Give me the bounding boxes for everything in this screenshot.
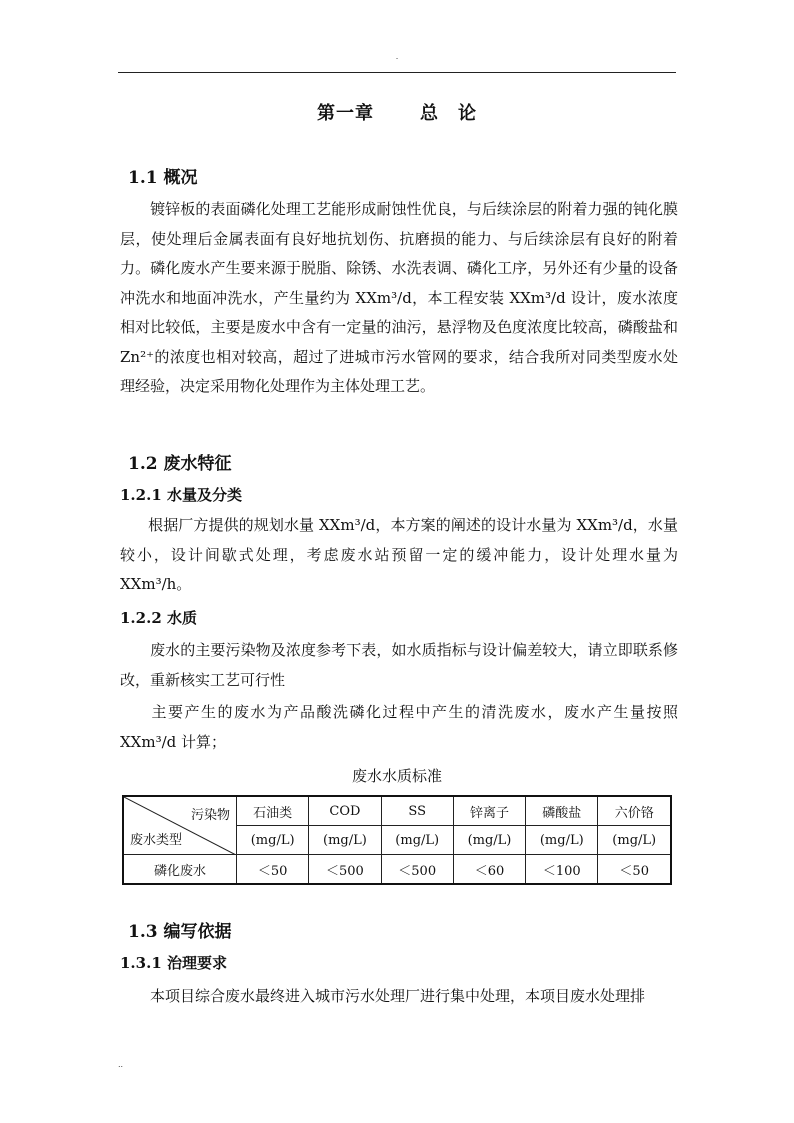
- section-1-2-1-title: 1.2.1 水量及分类: [120, 486, 242, 504]
- chapter-number: 第一章: [317, 103, 374, 124]
- chapter-title: [0, 99, 794, 125]
- section-1-3-1-title: 1.3.1 治理要求: [120, 954, 227, 972]
- paragraph-water-quality-text: 废水的主要污染物及浓度参考下表，如水质指标与设计偏差较大，请立即联系修改，重新核实工艺可行性: [120, 641, 678, 689]
- footer-mark: ..: [118, 1060, 124, 1069]
- table-value-cell: ＜500: [309, 855, 381, 885]
- header-rule: [118, 72, 676, 73]
- table-header-cell: COD: [309, 796, 381, 826]
- paragraph-wastewater-source-text: 主要产生的废水为产品酸洗磷化过程中产生的清洗废水，废水产生量按照 XXm³/d 计算；: [120, 703, 678, 751]
- table-header-cell: 锌离子: [453, 796, 525, 826]
- paragraph-treatment-requirements-text: 本项目综合废水最终进入城市污水处理厂进行集中处理，本项目废水处理排: [150, 987, 646, 1005]
- table-row-label: 磷化废水: [123, 855, 237, 885]
- paragraph-water-quality: [120, 636, 678, 695]
- chapter-name: 总 论: [420, 103, 477, 124]
- table-value-cell: ＜50: [237, 855, 309, 885]
- table-value-cell: ＜100: [526, 855, 598, 885]
- section-1-1-title: 1.1 概况: [128, 168, 198, 188]
- table-value-cell: ＜50: [598, 855, 671, 885]
- table-header-cell: 磷酸盐: [526, 796, 598, 826]
- corner-bottom-label: 废水类型: [130, 833, 183, 848]
- table-header-cell: SS: [381, 796, 453, 826]
- paragraph-water-volume: [120, 511, 678, 600]
- section-1-3-title: 1.3 编写依据: [128, 922, 232, 942]
- table-unit-cell: (mg/L): [526, 826, 598, 855]
- paragraph-treatment-requirements: [120, 982, 678, 1012]
- section-1-2-2-title: 1.2.2 水质: [120, 609, 197, 627]
- table-header-cell: 石油类: [237, 796, 309, 826]
- table-unit-cell: (mg/L): [237, 826, 309, 855]
- table-header-cell: 六价铬: [598, 796, 671, 826]
- header-mark: .: [395, 52, 399, 61]
- table-header-row: [123, 796, 671, 826]
- table-row: [123, 855, 671, 885]
- table-corner-cell: [123, 796, 237, 855]
- table-unit-cell: (mg/L): [598, 826, 671, 855]
- table-caption: 废水水质标准: [351, 767, 442, 785]
- corner-top-label: 污染物: [190, 808, 230, 823]
- table-unit-cell: (mg/L): [309, 826, 381, 855]
- table-unit-cell: (mg/L): [453, 826, 525, 855]
- section-1-2-title: 1.2 废水特征: [128, 454, 232, 474]
- table-value-cell: ＜500: [381, 855, 453, 885]
- paragraph-overview: [120, 195, 678, 402]
- table-value-cell: ＜60: [453, 855, 525, 885]
- paragraph-overview-text: 镀锌板的表面磷化处理工艺能形成耐蚀性优良，与后续涂层的附着力强的钝化膜层，使处理后金属表面有良好地抗划伤、抗磨损的能力、与后续涂层有良好的附着力。磷化废水产生要来源于脱脂、除锈、水洗表调、磷化工序，另外还有少量的设备冲洗水和地面冲洗水，产生量约为 XXm³/d，本工程安装 XXm³/d 设计，废水浓度相对比较低，主要是废水中含有一定量的油污，悬浮物及色度浓度比较高，磷酸盐和 Zn²⁺的浓度也相对较高，超过了进城市污水管网的要求，结合我所对同类型废水处理经验，决定采用物化处理作为主体处理工艺。: [120, 200, 678, 395]
- water-quality-table: [122, 795, 672, 885]
- table-unit-cell: (mg/L): [381, 826, 453, 855]
- paragraph-water-volume-text: 根据厂方提供的规划水量 XXm³/d，本方案的阐述的设计水量为 XXm³/d，水量较小，设计间歇式处理，考虑废水站预留一定的缓冲能力，设计处理水量为 XXm³/h。: [120, 516, 678, 593]
- paragraph-wastewater-source: [120, 698, 678, 757]
